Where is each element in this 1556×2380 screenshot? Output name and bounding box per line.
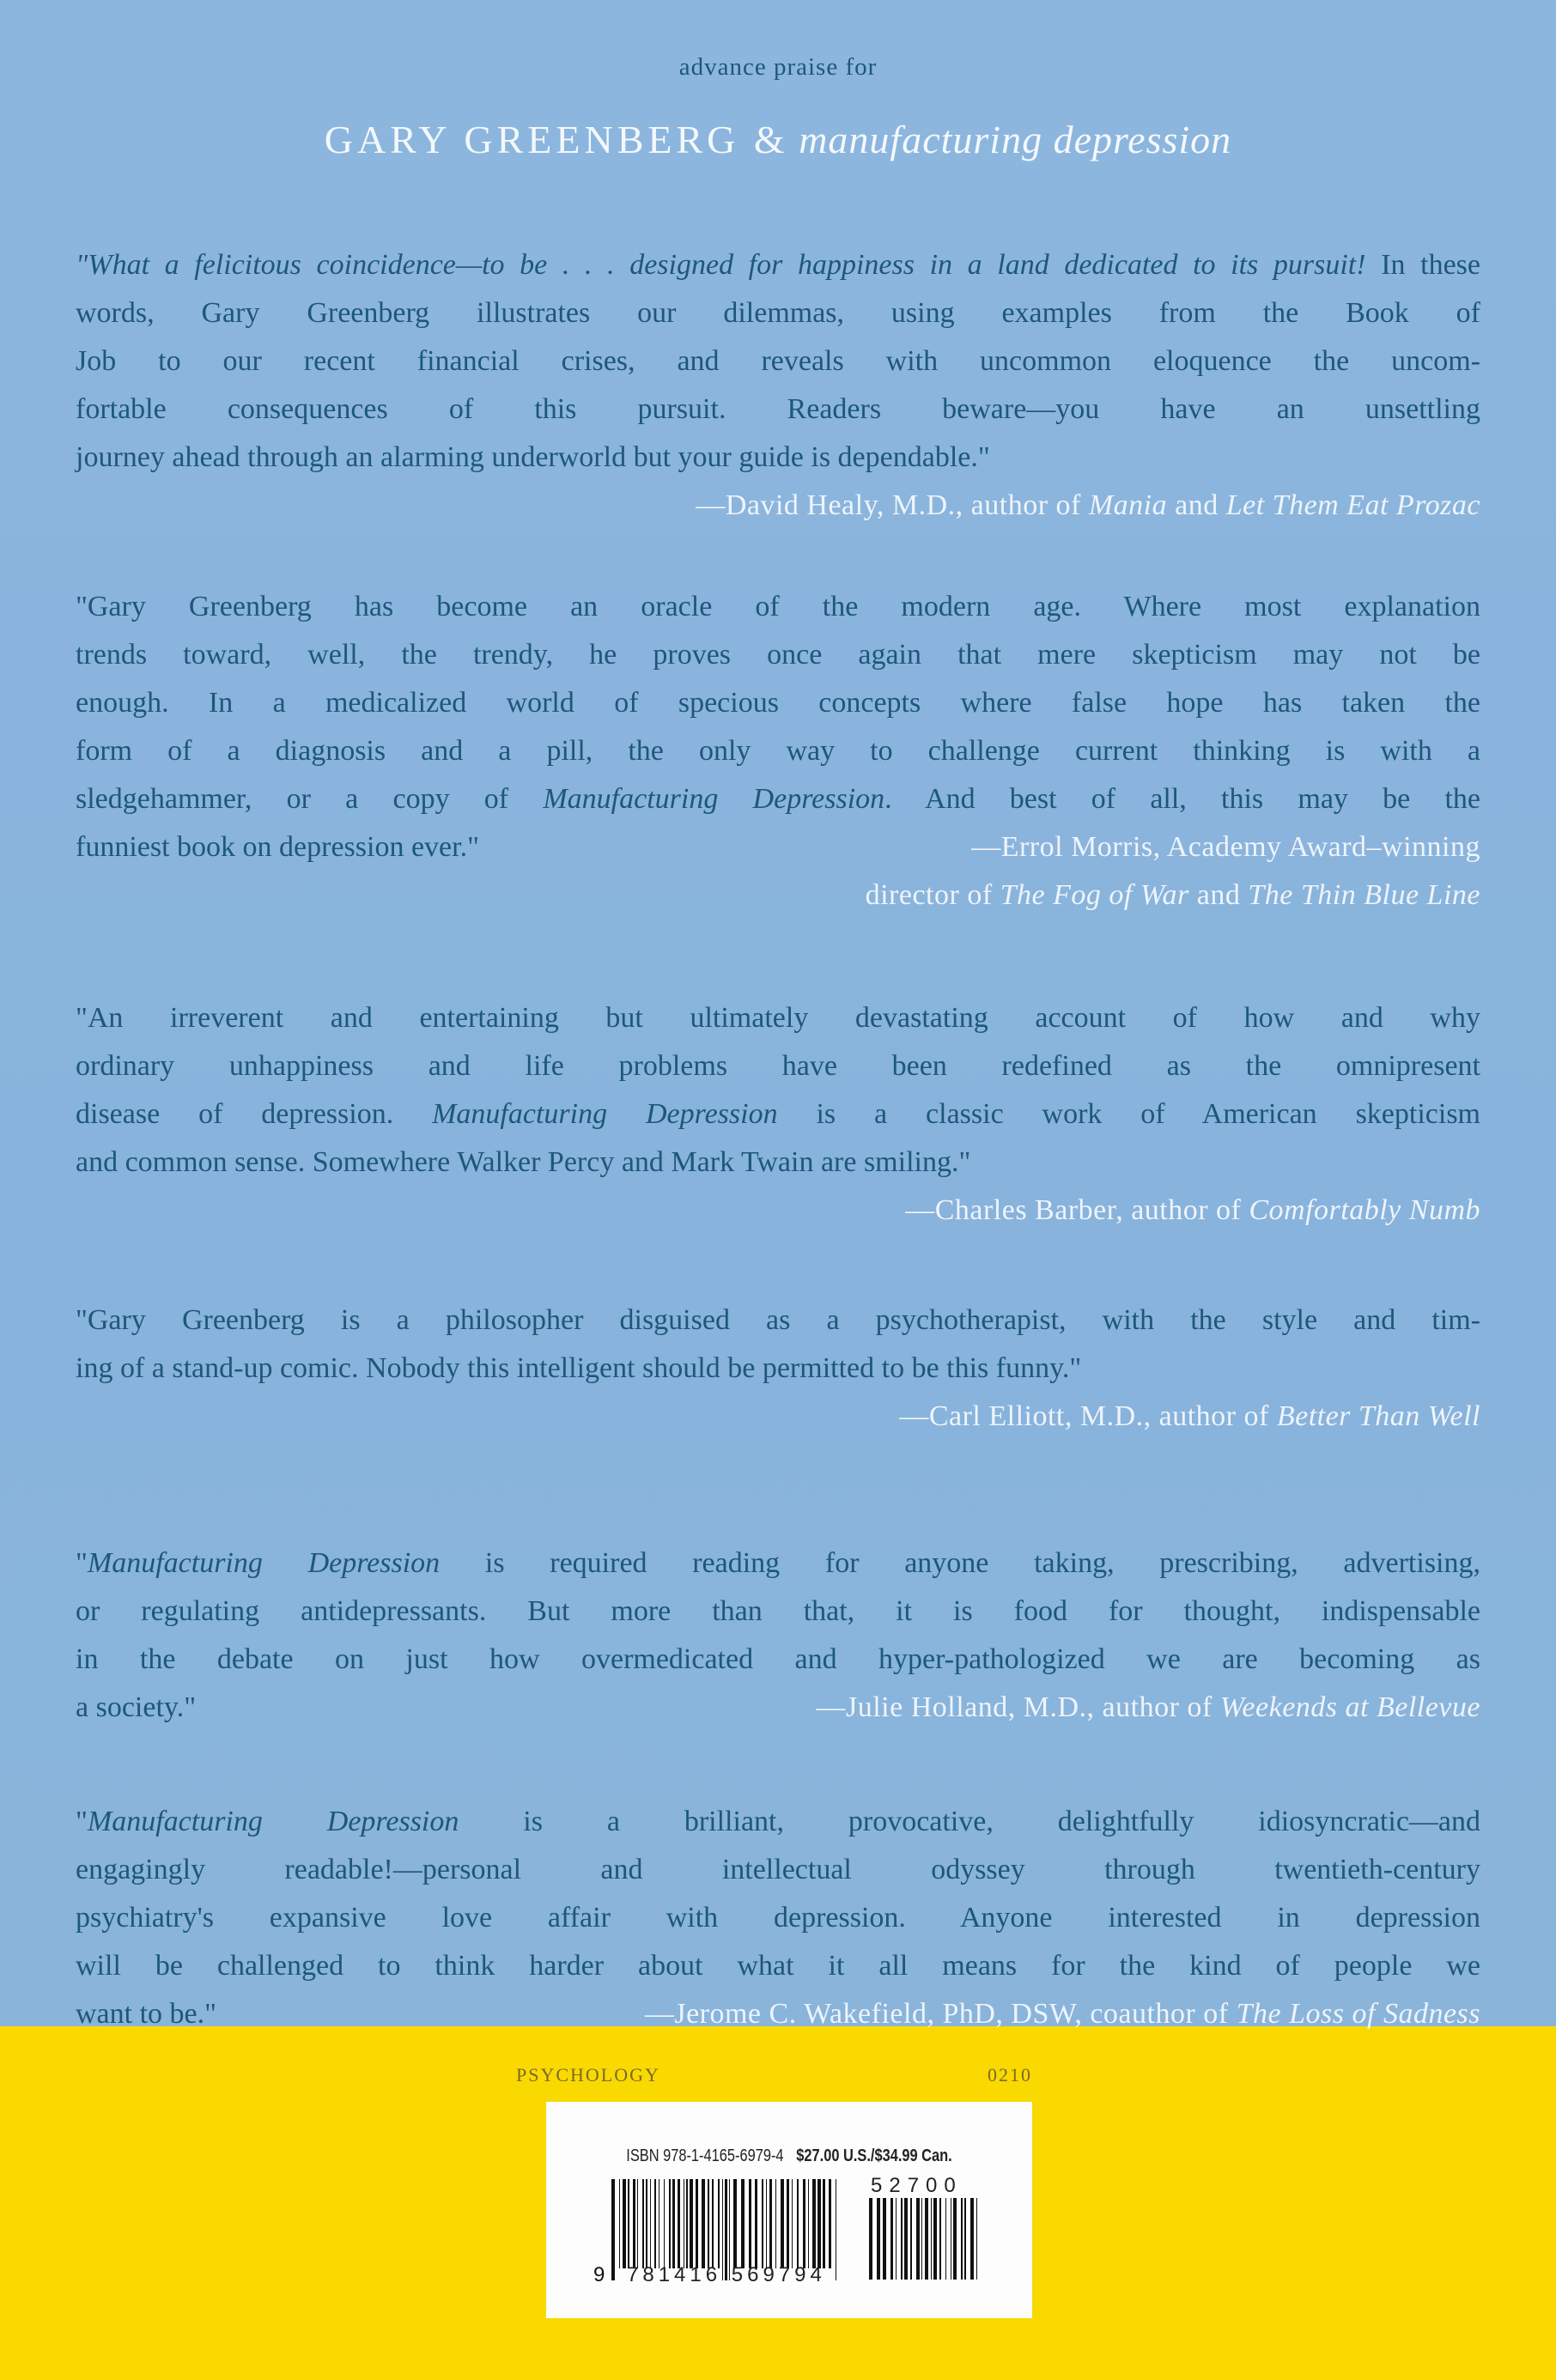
date-code: 0210 [988,2064,1032,2086]
quote-text [76,631,1480,679]
barcode-bar [877,2198,880,2280]
text-run: funniest book on depression ever." [76,831,479,863]
attribution [899,1393,1480,1441]
italic-title-text: The Fog of War [1000,879,1189,911]
attribution [696,482,1480,530]
barcode-bar [628,2179,629,2268]
blurb-line [76,482,1480,530]
text-run: is required reading for anyone taking, prescribing, advertising, [440,1547,1480,1579]
quote-text [76,1345,1480,1393]
blurb-line [76,1846,1480,1894]
attribution [866,871,1480,920]
blurb-line [76,337,1480,386]
quote-text [76,1090,1480,1138]
barcode-bar [781,2179,784,2268]
blurb-line [76,1345,1480,1393]
blurb-line [76,1684,1480,1732]
text-run: ordinary unhappiness and life problems have been redefined as the omnipresent [76,1050,1480,1082]
barcode-bar [642,2179,644,2268]
quote-text [76,289,1480,337]
text-run: "An irreverent and entertaining but ultimately devastating account of how and why [76,1002,1480,1034]
barcode-bar [672,2179,675,2268]
attribution [817,1684,1481,1732]
quote-text [76,1296,1480,1345]
italic-title-text: Weekends at Bellevue [1219,1691,1480,1723]
quote-text [76,241,1480,289]
italic-title-text: Manufacturing Depression [87,1547,441,1579]
blurb-line [76,1798,1480,1846]
barcode-bar [690,2179,693,2268]
barcode-bar [749,2179,751,2268]
text-run: will be challenged to think harder about what it all means for the kind of people we [76,1950,1480,1982]
barcode-first-digit: 9 [593,2263,605,2286]
blurb-line [76,994,1480,1042]
barcode-bar [961,2198,963,2280]
barcode-bar [733,2179,737,2268]
quote-text [76,1588,1480,1636]
barcode-bar [669,2179,671,2268]
text-run: —Errol Morris, Academy Award–winning [971,831,1480,863]
text-run: sledgehammer, or a copy of [76,783,544,815]
text-run: —Jerome C. Wakefield, PhD, DSW, coauthor of [644,1998,1237,2030]
book-title: manufacturing depression [799,118,1232,161]
category-label: PSYCHOLOGY [516,2064,660,2086]
barcode-bar [619,2179,620,2268]
barcode-bar [890,2198,893,2280]
barcode-bar [762,2179,763,2268]
barcode-bar [933,2198,937,2280]
barcode-bar [611,2179,615,2280]
quote-text [76,337,1480,386]
quote-text [76,1042,1480,1090]
barcode-bar [718,2179,720,2268]
barcode-bar [775,2179,776,2268]
blurb-line [76,434,1480,482]
barcode-bar [910,2198,912,2280]
barcode-bar [829,2179,831,2268]
text-run: —David Healy, M.D., author of [696,489,1089,521]
quote-text [76,1539,1480,1588]
barcode-bar [637,2179,638,2268]
isbn-price-line [590,2146,988,2166]
price: $27.00 U.S./$34.99 Can. [796,2146,952,2165]
text-run: ing of a stand-up comic. Nobody this intelligent should be permitted to be this funny." [76,1352,1082,1384]
text-run: —Charles Barber, author of [905,1194,1249,1226]
blurb-morris [76,583,1480,920]
barcode-bar [708,2179,709,2268]
barcode-bar [623,2179,626,2268]
barcode-bar [702,2179,705,2268]
barcode-bar [964,2198,966,2280]
blurb-line [76,241,1480,289]
blurb-line [76,1539,1480,1588]
blurb-line [76,1042,1480,1090]
blurb-line [76,1942,1480,1990]
text-run: —Carl Elliott, M.D., author of [899,1400,1277,1432]
praise-heading: advance praise for [678,53,878,81]
blurb-line [76,775,1480,823]
barcode-bar [741,2179,745,2268]
blurb-line [76,871,1480,920]
barcode-bar [901,2198,903,2280]
italic-title-text: "What a felicitous coincidence—to be . . . designed for happiness in a land dedicated to its pursuit! [76,249,1366,281]
ean-barcode [611,2179,840,2268]
italic-title-text: Manufacturing Depression [432,1098,778,1130]
barcode-bar [803,2179,805,2268]
blurb-line [76,1187,1480,1235]
blurb-line [76,823,1480,871]
text-run: fortable consequences of this pursuit. Readers beware—you have an unsettling [76,393,1480,425]
quote-text [76,1684,782,1732]
blurb-line [76,1296,1480,1345]
barcode-digits: 781416 569794 [627,2263,826,2286]
text-run: disease of depression. [76,1098,433,1130]
barcode-bar [812,2179,816,2268]
text-run: " [76,1547,88,1579]
blurb-healy [76,241,1480,530]
blurb-holland [76,1539,1480,1732]
quote-text [76,1798,1480,1846]
italic-title-text: Manufacturing Depression [543,783,885,815]
addon-digits: 52700 [871,2174,963,2197]
barcode-bar [939,2198,941,2280]
blurb-line [76,386,1480,434]
barcode-bar [976,2198,977,2280]
blurb-line [76,1138,1480,1187]
blurb-line [76,583,1480,631]
barcode-bar [808,2179,809,2268]
barcode-bar [664,2179,665,2268]
author-name: GARY GREENBERG & [324,118,789,161]
barcode-bar [931,2198,932,2280]
text-run: or regulating antidepressants. But more than that, it is food for thought, indispensable [76,1595,1480,1627]
quote-text [76,1990,611,2038]
text-run: words, Gary Greenberg illustrates our dilemmas, using examples from the Book of [76,297,1480,329]
italic-title-text: Mania [1088,489,1168,521]
quote-text [76,679,1480,727]
text-run: psychiatry's expansive love affair with depression. Anyone interested in depression [76,1902,1480,1934]
barcode-bar [797,2179,799,2268]
barcode-bar [755,2179,757,2268]
attribution [905,1187,1480,1235]
quote-text [76,434,1480,482]
barcode-bar [787,2179,789,2268]
barcode-bar [925,2198,928,2280]
text-run: In these [1365,249,1480,281]
text-run: and [1188,879,1249,911]
barcode-bar [686,2179,688,2268]
barcode-bar [970,2198,974,2280]
barcode-bar [696,2179,698,2268]
text-run: and common sense. Somewhere Walker Percy and Mark Twain are smiling." [76,1146,971,1178]
barcode-bar [823,2179,825,2268]
text-run: is a classic work of American skepticism [777,1098,1480,1130]
text-run: form of a diagnosis and a pill, the only way to challenge current thinking is with a [76,735,1480,767]
barcode-bar [712,2179,714,2268]
blurb-line [76,1588,1480,1636]
text-run: Job to our recent financial crises, and reveals with uncommon eloquence the uncom- [76,345,1480,377]
text-run: engagingly readable!—personal and intellectual odyssey through twentieth-century [76,1854,1480,1885]
text-run: and [1167,489,1226,521]
barcode-bar [766,2179,767,2268]
attribution [645,1990,1480,2038]
text-run: journey ahead through an alarming underworld but your guide is dependable." [76,441,990,473]
blurb-line [76,679,1480,727]
blurb-wakefield [76,1798,1480,2038]
blurb-line [76,631,1480,679]
text-run: "Gary Greenberg has become an oracle of the modern age. Where most explanation [76,591,1480,622]
blurb-line [76,1636,1480,1684]
italic-title-text: Let Them Eat Prozac [1225,489,1480,521]
barcode-bar [650,2179,651,2268]
text-run: "Gary Greenberg is a philosopher disguised as a psychotherapist, with the style and tim- [76,1304,1480,1336]
barcode-bar [916,2198,920,2280]
attribution [971,823,1480,871]
barcode-bar [678,2179,680,2268]
blurb-line [76,727,1480,775]
quote-text [76,1138,1480,1187]
barcode-bar [646,2179,647,2268]
blurb-elliott [76,1296,1480,1441]
text-run: want to be." [76,1998,217,2030]
quote-text [76,1636,1480,1684]
barcode-bar [896,2198,897,2280]
italic-title-text: The Thin Blue Line [1248,879,1480,911]
quote-text [76,1894,1480,1942]
barcode-bar [818,2179,821,2268]
quote-text [76,1942,1480,1990]
text-run: director of [865,879,1000,911]
barcode-label [546,2102,1032,2318]
blurb-line [76,1990,1480,2038]
quote-text [76,775,1480,823]
text-run: —Julie Holland, M.D., author of [816,1691,1220,1723]
text-run: . And best of all, this may be the [884,783,1480,815]
barcode-bar [654,2179,656,2268]
text-run: " [76,1806,88,1837]
quote-text [76,727,1480,775]
blurb-line [76,289,1480,337]
barcode-bar [869,2198,872,2280]
text-run: trends toward, well, the trendy, he proves once again that mere skepticism may not be [76,639,1480,671]
quote-text [76,386,1480,434]
text-run: a society." [76,1691,197,1723]
quote-text [76,1846,1480,1894]
text-run: in the debate on just how overmedicated and hyper-pathologized we are becoming as [76,1643,1480,1675]
barcode-bar [921,2198,922,2280]
quote-text [76,823,937,871]
quote-text [76,583,1480,631]
text-run: enough. In a medicalized world of specious concepts where false hope has taken the [76,687,1480,719]
blurb-line [76,1090,1480,1138]
barcode-bar [945,2198,946,2280]
isbn-number: ISBN 978-1-4165-6979-4 [626,2146,784,2165]
italic-title-text: Comfortably Numb [1249,1194,1480,1226]
barcode-bar [953,2198,957,2280]
barcode-bar [904,2198,908,2280]
blurb-line [76,1894,1480,1942]
italic-title-text: The Loss of Sadness [1236,1998,1480,2030]
barcode-bar [769,2179,772,2268]
italic-title-text: Manufacturing Depression [87,1806,459,1837]
book-title-heading [0,117,1556,162]
barcode-bar [792,2179,793,2268]
barcode-bar [633,2179,635,2268]
addon-barcode [869,2198,979,2280]
barcode-bar [883,2198,886,2280]
italic-title-text: Better Than Well [1276,1400,1480,1432]
blurb-line [76,1393,1480,1441]
blurb-barber [76,994,1480,1235]
text-run: is a brilliant, provocative, delightfully idiosyncratic—and [459,1806,1480,1837]
quote-text [76,994,1480,1042]
